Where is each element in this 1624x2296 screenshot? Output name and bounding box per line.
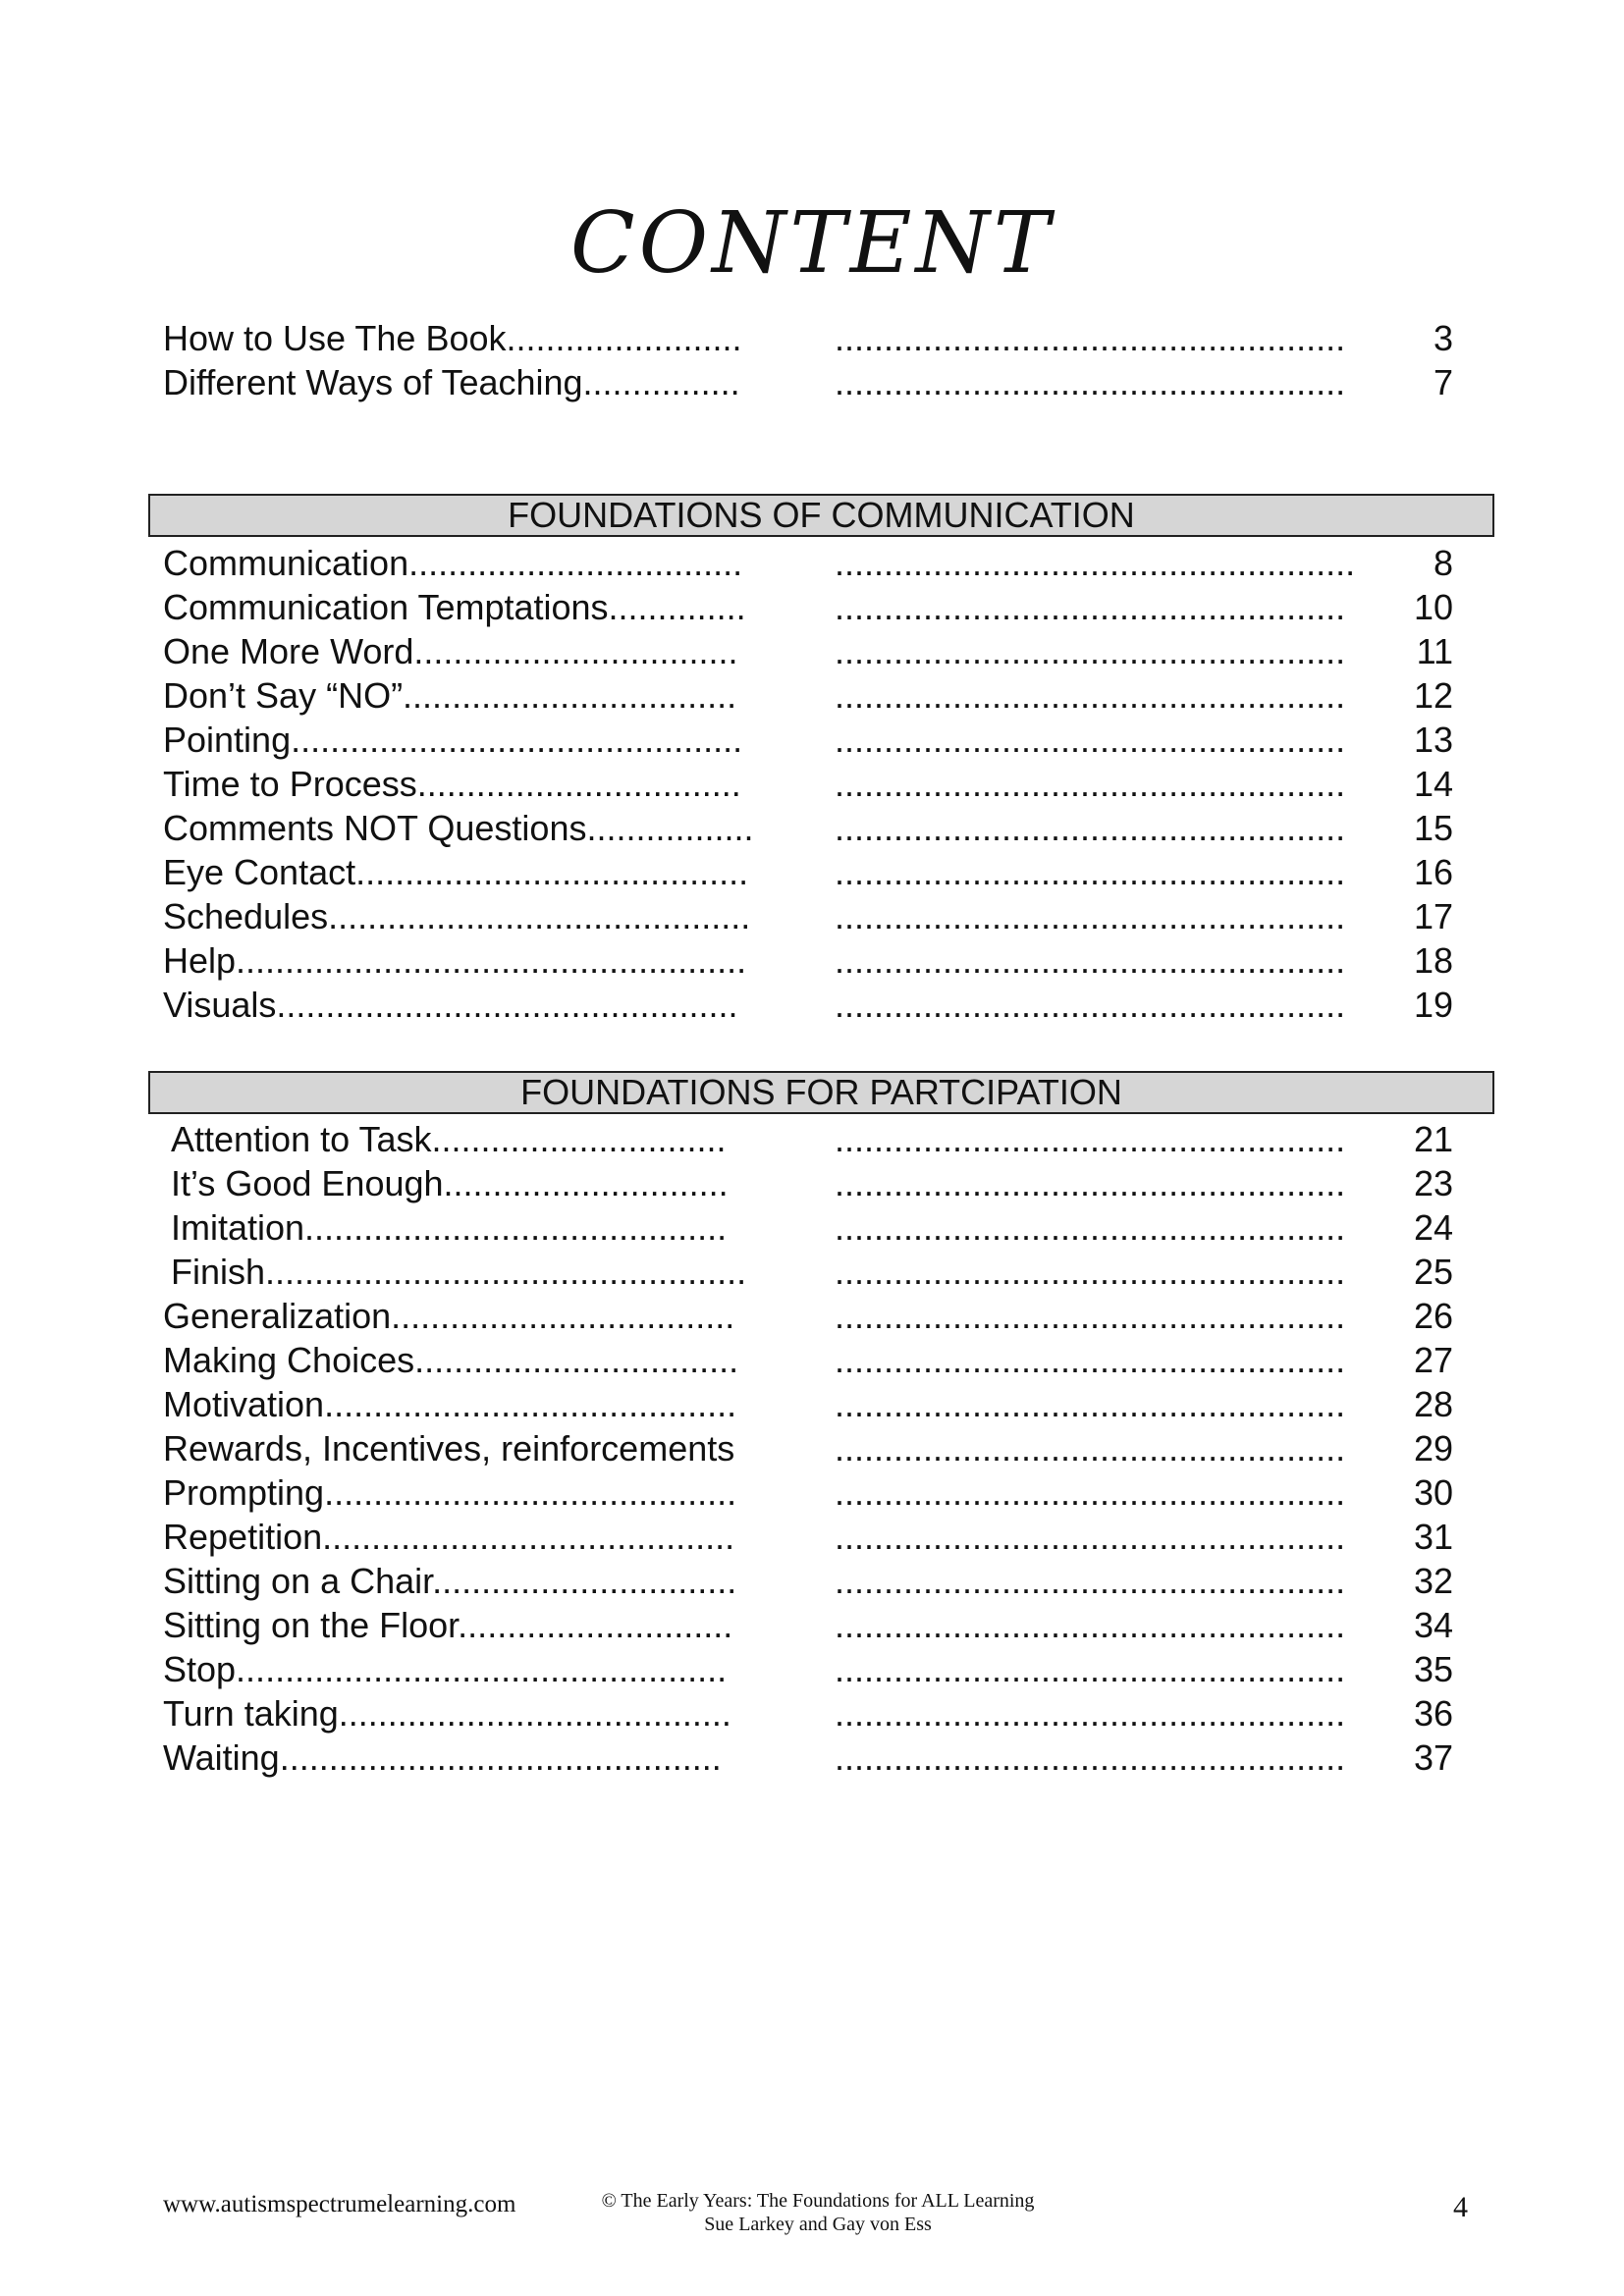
toc-entry-page: 31 xyxy=(1413,1517,1453,1557)
toc-entry-title: Motivation.......................................... xyxy=(163,1384,737,1424)
toc-entry-leader: .................................................... xyxy=(835,1340,1346,1380)
toc-entry-leader: .................................................... xyxy=(835,764,1346,804)
toc-entry xyxy=(0,894,1624,938)
toc-entry-title: Stop.................................................. xyxy=(163,1649,728,1689)
toc-entry-title: Repetition.......................................... xyxy=(163,1517,735,1557)
toc-entry xyxy=(0,1647,1624,1691)
toc-entry xyxy=(0,1205,1624,1250)
toc-entry-leader: .................................................... xyxy=(835,852,1346,892)
toc-entry xyxy=(0,360,1624,404)
toc-entry xyxy=(0,316,1624,360)
toc-entry xyxy=(0,1250,1624,1294)
toc-entry-page: 36 xyxy=(1413,1693,1453,1734)
toc-entry-leader: .................................................... xyxy=(835,1517,1346,1557)
toc-entry-page: 10 xyxy=(1413,587,1453,627)
toc-entry-title: Don’t Say “NO”.................................. xyxy=(163,675,737,716)
toc-entry-leader: .................................................... xyxy=(835,720,1346,760)
toc-entry-title: Help.................................................... xyxy=(163,940,747,981)
toc-entry-leader: .................................................... xyxy=(835,1163,1346,1203)
toc-entry xyxy=(0,1603,1624,1647)
toc-entry xyxy=(0,762,1624,806)
toc-entry-page: 13 xyxy=(1413,720,1453,760)
toc-entry-page: 29 xyxy=(1413,1428,1453,1468)
toc-entry xyxy=(0,1470,1624,1515)
page-title: CONTENT xyxy=(569,194,1055,293)
toc-entry-page: 8 xyxy=(1433,543,1453,583)
toc-entry-title: Rewards, Incentives, reinforcements xyxy=(163,1428,735,1468)
toc-entry-page: 23 xyxy=(1413,1163,1453,1203)
toc-entry-title: Sitting on a Chair............................... xyxy=(163,1561,737,1601)
toc-entry-title: Pointing.............................................. xyxy=(163,720,743,760)
toc-entry xyxy=(0,1515,1624,1559)
toc-entry xyxy=(0,1691,1624,1735)
toc-entry-leader: .................................................... xyxy=(835,1119,1346,1159)
toc-entry-title: Different Ways of Teaching................ xyxy=(163,362,740,402)
toc-entry-page: 17 xyxy=(1413,896,1453,936)
toc-entry xyxy=(0,1426,1624,1470)
toc-entry-title: Waiting............................................. xyxy=(163,1737,722,1778)
toc-entry-leader: .................................................... xyxy=(835,675,1346,716)
toc-entry-page: 19 xyxy=(1413,985,1453,1025)
toc-entry-page: 14 xyxy=(1413,764,1453,804)
toc-entry xyxy=(0,585,1624,629)
toc-entry-leader: ..................................................... xyxy=(835,543,1356,583)
toc-entry-title: Communication Temptations.............. xyxy=(163,587,746,627)
footer-copyright-line1: © The Early Years: The Foundations for ALL Learning xyxy=(601,2190,1035,2212)
toc-entry-leader: .................................................... xyxy=(835,940,1346,981)
section-heading-participation: FOUNDATIONS FOR PARTCIPATION xyxy=(148,1071,1494,1114)
toc-entry-title: How to Use The Book........................ xyxy=(163,318,742,358)
toc-entry-page: 7 xyxy=(1433,362,1453,402)
toc-entry-title: One More Word................................. xyxy=(163,631,738,671)
toc-entry xyxy=(0,938,1624,983)
toc-entry-page: 24 xyxy=(1413,1207,1453,1248)
footer-copyright-line2: Sue Larkey and Gay von Ess xyxy=(704,2214,932,2235)
toc-entry xyxy=(0,850,1624,894)
toc-entry xyxy=(0,1117,1624,1161)
toc-entry xyxy=(0,1161,1624,1205)
toc-entry-page: 3 xyxy=(1433,318,1453,358)
section-heading-communication: FOUNDATIONS OF COMMUNICATION xyxy=(148,494,1494,537)
toc-entry-leader: .................................................... xyxy=(835,1561,1346,1601)
toc-entry-leader: .................................................... xyxy=(835,1649,1346,1689)
toc-entry-leader: .................................................... xyxy=(835,318,1346,358)
toc-entry-title: Prompting.......................................... xyxy=(163,1472,737,1513)
toc-entry-title: Communication.................................. xyxy=(163,543,743,583)
toc-entry-page: 25 xyxy=(1413,1252,1453,1292)
toc-entry-page: 27 xyxy=(1413,1340,1453,1380)
toc-entry-page: 37 xyxy=(1413,1737,1453,1778)
toc-entry-title: Sitting on the Floor............................ xyxy=(163,1605,733,1645)
toc-entry-title: Turn taking........................................ xyxy=(163,1693,731,1734)
toc-entry-page: 32 xyxy=(1413,1561,1453,1601)
toc-entry xyxy=(0,718,1624,762)
toc-entry xyxy=(0,1559,1624,1603)
toc-entry-title: Attention to Task.............................. xyxy=(171,1119,727,1159)
toc-entry-page: 21 xyxy=(1413,1119,1453,1159)
toc-entry-title: Generalization................................... xyxy=(163,1296,735,1336)
toc-entry xyxy=(0,629,1624,673)
toc-entry-page: 28 xyxy=(1413,1384,1453,1424)
toc-entry-leader: .................................................... xyxy=(835,1296,1346,1336)
toc-entry-page: 26 xyxy=(1413,1296,1453,1336)
toc-entry-leader: .................................................... xyxy=(835,985,1346,1025)
toc-entry-title: Time to Process................................. xyxy=(163,764,741,804)
toc-entry-page: 30 xyxy=(1413,1472,1453,1513)
toc-entry xyxy=(0,806,1624,850)
toc-entry-leader: .................................................... xyxy=(835,808,1346,848)
toc-entry-title: Comments NOT Questions................. xyxy=(163,808,754,848)
toc-entry-page: 18 xyxy=(1413,940,1453,981)
toc-entry-leader: .................................................... xyxy=(835,362,1346,402)
toc-entry-leader: .................................................... xyxy=(835,1693,1346,1734)
toc-entry-title: Finish................................................. xyxy=(171,1252,747,1292)
toc-entry-page: 11 xyxy=(1416,631,1453,671)
toc-entry-page: 15 xyxy=(1413,808,1453,848)
toc-entry-page: 16 xyxy=(1413,852,1453,892)
footer-url: www.autismspectrumelearning.com xyxy=(163,2191,516,2217)
toc-entry xyxy=(0,1382,1624,1426)
toc-entry-leader: .................................................... xyxy=(835,1428,1346,1468)
toc-entry-leader: .................................................... xyxy=(835,1605,1346,1645)
toc-entry-leader: .................................................... xyxy=(835,1384,1346,1424)
toc-entry-leader: .................................................... xyxy=(835,587,1346,627)
toc-entry-title: Visuals............................................... xyxy=(163,985,738,1025)
toc-entry-title: Eye Contact........................................ xyxy=(163,852,749,892)
toc-entry xyxy=(0,1294,1624,1338)
toc-entry xyxy=(0,673,1624,718)
toc-entry-title: Making Choices................................. xyxy=(163,1340,739,1380)
toc-entry-leader: .................................................... xyxy=(835,1207,1346,1248)
toc-entry xyxy=(0,1735,1624,1780)
toc-entry-leader: .................................................... xyxy=(835,896,1346,936)
toc-entry-leader: .................................................... xyxy=(835,1472,1346,1513)
toc-entry xyxy=(0,541,1624,585)
toc-entry-title: Imitation........................................... xyxy=(171,1207,728,1248)
toc-entry-page: 34 xyxy=(1413,1605,1453,1645)
toc-entry-title: Schedules........................................... xyxy=(163,896,751,936)
toc-entry xyxy=(0,1338,1624,1382)
toc-entry-leader: .................................................... xyxy=(835,631,1346,671)
toc-entry-page: 12 xyxy=(1413,675,1453,716)
toc-entry-title: It’s Good Enough............................. xyxy=(171,1163,729,1203)
toc-entry xyxy=(0,983,1624,1027)
toc-entry-leader: .................................................... xyxy=(835,1737,1346,1778)
toc-entry-page: 35 xyxy=(1413,1649,1453,1689)
toc-entry-leader: .................................................... xyxy=(835,1252,1346,1292)
footer-copyright xyxy=(572,2189,1063,2236)
footer-page-number: 4 xyxy=(1453,2191,1468,2223)
